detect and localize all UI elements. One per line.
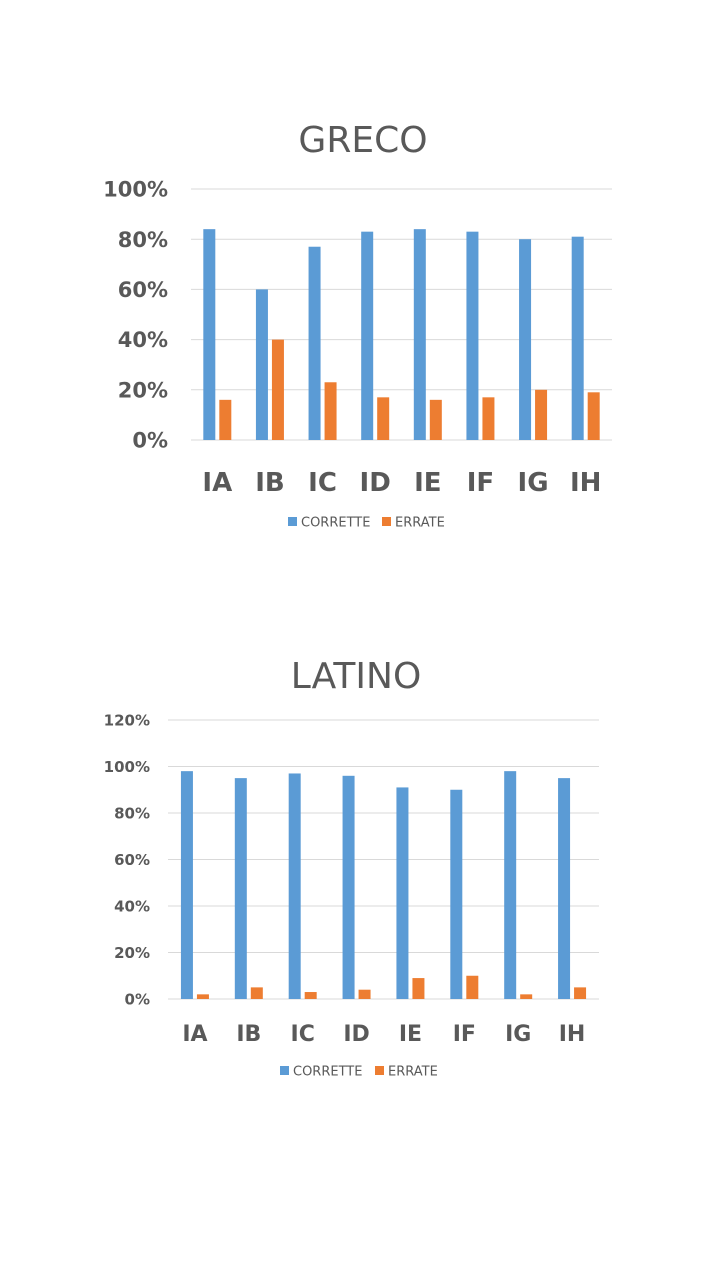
- bar-corrette-ib: [256, 289, 268, 440]
- legend-label-errate: ERRATE: [388, 1064, 438, 1080]
- bar-errate-ib: [251, 987, 263, 999]
- legend-swatch-corrette: [288, 517, 297, 526]
- bar-corrette-ih: [572, 237, 584, 440]
- bar-corrette-ia: [203, 229, 215, 440]
- x-tick-label: IF: [452, 1022, 476, 1047]
- bar-errate-ig: [520, 994, 532, 999]
- bar-corrette-if: [450, 790, 462, 999]
- x-tick-label: ID: [343, 1022, 370, 1047]
- y-tick-label: 80%: [117, 227, 168, 252]
- y-tick-label: 120%: [103, 711, 150, 730]
- bar-errate-ie: [412, 978, 424, 999]
- bar-errate-ic: [325, 382, 337, 440]
- y-tick-label: 20%: [114, 943, 150, 962]
- legend-swatch-corrette: [280, 1066, 289, 1075]
- x-tick-label: ID: [359, 468, 391, 498]
- legend-swatch-errate: [375, 1066, 384, 1075]
- x-tick-label: IC: [308, 468, 337, 498]
- bar-errate-id: [359, 990, 371, 999]
- x-tick-label: IE: [398, 1022, 423, 1047]
- bar-errate-id: [377, 397, 389, 440]
- bar-corrette-ie: [396, 787, 408, 999]
- bar-corrette-ib: [235, 778, 247, 999]
- y-tick-label: 100%: [103, 757, 150, 776]
- y-tick-label: 60%: [117, 277, 168, 302]
- bar-errate-ig: [535, 390, 547, 440]
- bar-errate-ie: [430, 400, 442, 440]
- bar-errate-ib: [272, 340, 284, 440]
- x-tick-label: IH: [558, 1022, 586, 1047]
- legend: [280, 1065, 438, 1080]
- legend-swatch-errate: [382, 517, 391, 526]
- bar-corrette-if: [466, 232, 478, 440]
- bar-errate-if: [466, 976, 478, 999]
- bar-corrette-ig: [504, 771, 516, 999]
- x-tick-label: IE: [414, 468, 442, 498]
- bar-corrette-id: [343, 776, 355, 999]
- legend: [288, 516, 445, 531]
- bar-errate-ic: [305, 992, 317, 999]
- bar-errate-if: [482, 397, 494, 440]
- y-tick-label: 0%: [132, 428, 168, 453]
- y-tick-label: 20%: [117, 378, 168, 403]
- bar-corrette-ig: [519, 239, 531, 440]
- y-tick-label: 80%: [114, 804, 150, 823]
- x-tick-label: IF: [466, 468, 495, 498]
- y-tick-label: 40%: [114, 897, 150, 916]
- chart-title: GRECO: [298, 120, 428, 161]
- bar-errate-ia: [197, 994, 209, 999]
- bar-corrette-ia: [181, 771, 193, 999]
- y-tick-label: 0%: [124, 990, 150, 1009]
- x-tick-label: IA: [182, 1022, 208, 1047]
- bar-errate-ih: [588, 392, 600, 440]
- bar-corrette-ic: [309, 247, 321, 440]
- chart-title: LATINO: [290, 656, 422, 697]
- bar-corrette-ih: [558, 778, 570, 999]
- legend-label-errate: ERRATE: [395, 515, 445, 531]
- bar-corrette-ie: [414, 229, 426, 440]
- x-tick-label: IA: [202, 468, 233, 498]
- bar-corrette-ic: [289, 773, 301, 999]
- y-tick-label: 60%: [114, 850, 150, 869]
- legend-label-corrette: CORRETTE: [293, 1064, 363, 1080]
- x-tick-label: IC: [290, 1022, 315, 1047]
- legend-label-corrette: CORRETTE: [301, 515, 371, 531]
- x-tick-label: IG: [505, 1022, 532, 1047]
- x-tick-label: IG: [517, 468, 549, 498]
- x-tick-label: IB: [236, 1022, 262, 1047]
- y-tick-label: 100%: [103, 177, 168, 202]
- bar-corrette-id: [361, 232, 373, 440]
- x-tick-label: IH: [569, 468, 602, 498]
- bar-errate-ia: [219, 400, 231, 440]
- y-tick-label: 40%: [117, 328, 168, 353]
- x-tick-label: IB: [255, 468, 285, 498]
- bar-errate-ih: [574, 987, 586, 999]
